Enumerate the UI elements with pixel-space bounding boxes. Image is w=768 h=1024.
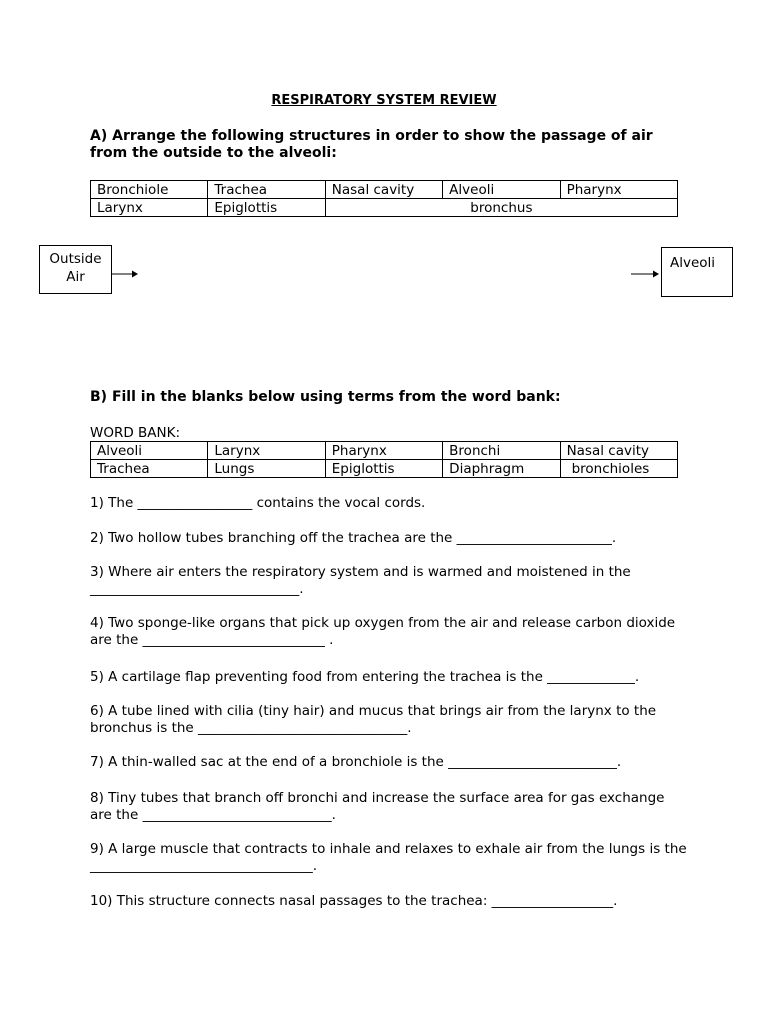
section-a-heading: A) Arrange the following structures in order to show the passage of air from the outside to the alveoli:	[90, 128, 653, 161]
question-9: 9) A large muscle that contracts to inhale and relaxes to exhale air from the lungs is the _________________________________.	[90, 841, 687, 874]
table-cell: bronchioles	[560, 460, 677, 478]
table-cell: Alveoli	[443, 181, 560, 199]
question-8: 8) Tiny tubes that branch off bronchi and increase the surface area for gas exchange are the ____________________________.	[90, 790, 665, 823]
table-cell: Diaphragm	[443, 460, 560, 478]
section-b-heading: B) Fill in the blanks below using terms from the word bank:	[90, 389, 561, 405]
question-5: 5) A cartilage flap preventing food from entering the trachea is the _____________.	[90, 669, 640, 685]
arrow-right-icon	[112, 268, 138, 280]
question-10: 10) This structure connects nasal passages to the trachea: __________________.	[90, 893, 618, 909]
alveoli-label: Alveoli	[670, 255, 716, 271]
table-cell: Alveoli	[91, 442, 208, 460]
table-cell: Pharynx	[560, 181, 677, 199]
page-title: RESPIRATORY SYSTEM REVIEW	[271, 93, 497, 108]
structures-table	[90, 180, 678, 217]
alveoli-box	[661, 247, 733, 297]
table-row	[91, 460, 678, 478]
table-cell: Nasal cavity	[560, 442, 677, 460]
table-cell: Lungs	[208, 460, 325, 478]
question-1: 1) The _________________ contains the vocal cords.	[90, 495, 426, 511]
table-cell: Larynx	[91, 199, 208, 217]
arrow-right-icon	[631, 268, 659, 280]
table-row	[91, 181, 678, 199]
question-7: 7) A thin-walled sac at the end of a bronchiole is the _________________________.	[90, 754, 622, 770]
table-cell: Nasal cavity	[325, 181, 442, 199]
word-bank-label: WORD BANK:	[90, 425, 181, 441]
question-2: 2) Two hollow tubes branching off the trachea are the _______________________.	[90, 530, 617, 546]
table-row	[91, 199, 678, 217]
table-cell: Bronchiole	[91, 181, 208, 199]
outside-air-box	[39, 245, 112, 294]
table-cell: bronchus	[325, 199, 677, 217]
table-cell: Trachea	[91, 460, 208, 478]
table-cell: Epiglottis	[325, 460, 442, 478]
word-bank-table	[90, 441, 678, 478]
table-row	[91, 442, 678, 460]
table-cell: Larynx	[208, 442, 325, 460]
table-cell: Bronchi	[443, 442, 560, 460]
table-cell: Epiglottis	[208, 199, 325, 217]
question-6: 6) A tube lined with cilia (tiny hair) and mucus that brings air from the larynx to the bronchus is the _______________________________.	[90, 703, 657, 736]
table-cell: Trachea	[208, 181, 325, 199]
table-cell: Pharynx	[325, 442, 442, 460]
question-3: 3) Where air enters the respiratory system and is warmed and moistened in the _______________________________.	[90, 564, 631, 597]
question-4: 4) Two sponge-like organs that pick up oxygen from the air and release carbon dioxide are the ___________________________ .	[90, 615, 676, 648]
outside-air-label: Outside Air	[49, 251, 102, 285]
